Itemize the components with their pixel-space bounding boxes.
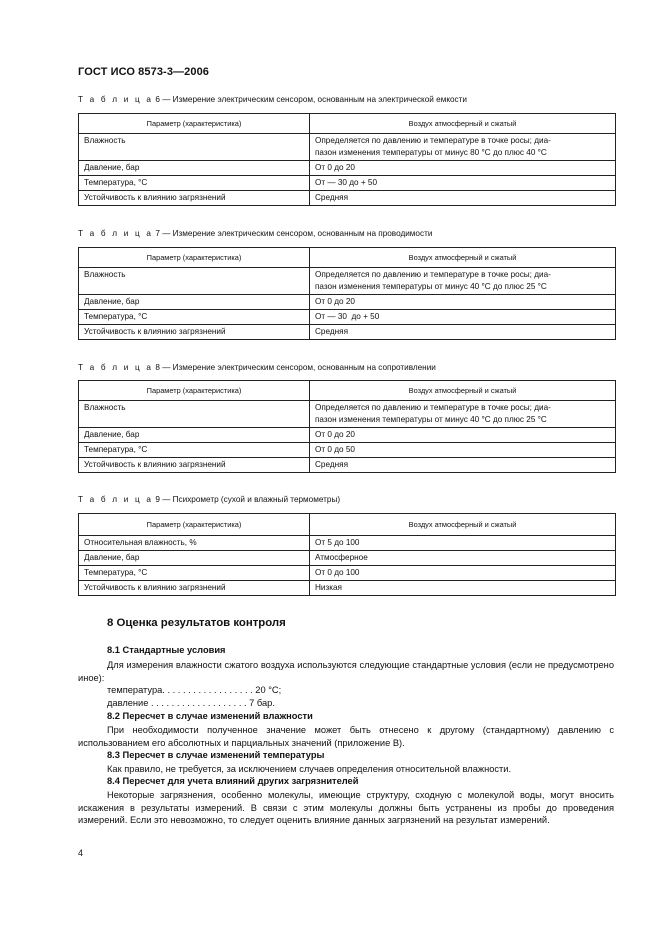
table-row [79,268,616,295]
condition-temperature: температура. . . . . . . . . . . . . . . . . . 20 °С; [107,685,282,695]
table-caption-text: 8 — Измерение электрическим сенсором, основанным на сопротивлении [153,363,436,372]
column-header: Воздух атмосферный и сжатый [310,114,616,134]
table-7 [78,247,616,340]
table-row [79,176,616,191]
table-row [79,191,616,206]
paragraph-8-4 [78,789,614,827]
column-header: Параметр (характеристика) [79,114,310,134]
section-8-heading: 8 Оценка результатов контроля [107,617,286,629]
table-cell: Относительная влажность, % [79,536,310,551]
table-cell: Устойчивость к влиянию загрязнений [79,191,310,206]
table-9 [78,513,616,596]
page-number: 4 [78,848,84,858]
table-row [79,428,616,443]
table-6 [78,113,616,206]
table-row [79,325,616,340]
subsection-8-2-heading: 8.2 Пересчет в случае изменений влажности [107,711,313,721]
table-cell: От — 30 до + 50 [310,310,616,325]
table-caption-text: 7 — Измерение электрическим сенсором, основанным на проводимости [153,229,433,238]
table-row [79,161,616,176]
table-cell: Средняя [310,458,616,473]
table-header-row [79,248,616,268]
table-8-caption [78,363,436,372]
table-8 [78,380,616,473]
table-row [79,443,616,458]
table-cell: Давление, бар [79,551,310,566]
condition-pressure: давление . . . . . . . . . . . . . . . . . . . 7 бар. [107,698,275,708]
table-cell [310,268,616,295]
paragraph-8-3 [78,763,614,776]
table-cell: От 0 до 20 [310,161,616,176]
table-caption-prefix: Т а б л и ц а [78,363,154,372]
table-cell: Температура, °С [79,176,310,191]
table-cell: Влажность [79,401,310,428]
cell-line: пазон изменения температуры от минус 40 °С до плюс 25 °С [315,282,547,291]
table-cell: Атмосферное [310,551,616,566]
table-cell [310,401,616,428]
table-cell: От — 30 до + 50 [310,176,616,191]
table-header-row [79,114,616,134]
table-cell: От 0 до 50 [310,443,616,458]
table-6-caption [78,95,467,104]
cell-line: пазон изменения температуры от минус 80 °С до плюс 40 °С [315,148,547,157]
column-header: Воздух атмосферный и сжатый [310,381,616,401]
document-code: ГОСТ ИСО 8573-3—2006 [78,66,210,78]
column-header: Воздух атмосферный и сжатый [310,248,616,268]
table-cell: От 5 до 100 [310,536,616,551]
table-cell [310,134,616,161]
column-header: Параметр (характеристика) [79,248,310,268]
paragraph-text: Некоторые загрязнения, особенно молекулы, имеющие структуру, сходную с молекулой воды, могут вносить искажения в результаты измерений. В связи с этим молекулы должны быть устранены из пробы до проведения измерений. Если это невозможно, то следует оценить влияние данных загрязнений на результат измерений. [78,790,614,826]
table-cell: Давление, бар [79,295,310,310]
paragraph-text: При необходимости полученное значение может быть отнесено к другому (стандартному) давлению с использованием его абсолютных и парциальных значений (приложение В). [78,725,614,748]
table-cell: От 0 до 100 [310,566,616,581]
table-row [79,581,616,596]
table-cell: Давление, бар [79,161,310,176]
subsection-8-4-heading: 8.4 Пересчет для учета влияний других загрязнителей [107,776,359,786]
column-header: Воздух атмосферный и сжатый [310,514,616,536]
table-cell: Средняя [310,191,616,206]
table-row [79,536,616,551]
column-header: Параметр (характеристика) [79,381,310,401]
paragraph-8-2 [78,724,614,749]
table-cell: Влажность [79,134,310,161]
table-cell: Влажность [79,268,310,295]
table-cell: Температура, °С [79,443,310,458]
subsection-8-3-heading: 8.3 Пересчет в случае изменений температуры [107,750,325,760]
cell-line: Определяется по давлению и температуре в точке росы; диа- [315,270,551,279]
table-header-row [79,514,616,536]
cell-line: Определяется по давлению и температуре в точке росы; диа- [315,136,551,145]
table-cell: Температура, °С [79,310,310,325]
table-cell: Давление, бар [79,428,310,443]
table-header-row [79,381,616,401]
paragraph-text: Как правило, не требуется, за исключением случаев определения относительной влажности. [107,764,512,774]
table-row [79,458,616,473]
table-caption-prefix: Т а б л и ц а [78,95,154,104]
subsection-8-1-heading: 8.1 Стандартные условия [107,645,226,655]
table-caption-prefix: Т а б л и ц а [78,229,154,238]
paragraph-text: Для измерения влажности сжатого воздуха используются следующие стандартные условия (если не предусмотрено иное): [78,660,614,683]
table-row [79,401,616,428]
table-cell: Температура, °С [79,566,310,581]
table-7-caption [78,229,432,238]
column-header: Параметр (характеристика) [79,514,310,536]
table-row [79,566,616,581]
table-caption-prefix: Т а б л и ц а [78,495,154,504]
table-cell: Устойчивость к влиянию загрязнений [79,581,310,596]
cell-line: Определяется по давлению и температуре в точке росы; диа- [315,403,551,412]
cell-line: пазон изменения температуры от минус 40 °С до плюс 25 °С [315,415,547,424]
table-row [79,310,616,325]
table-row [79,134,616,161]
table-caption-text: 9 — Психрометр (сухой и влажный термометры) [153,495,341,504]
table-row [79,295,616,310]
paragraph-8-1 [78,659,614,684]
table-row [79,551,616,566]
table-cell: Устойчивость к влиянию загрязнений [79,458,310,473]
table-cell: От 0 до 20 [310,295,616,310]
table-cell: От 0 до 20 [310,428,616,443]
table-caption-text: 6 — Измерение электрическим сенсором, основанным на электрической емкости [153,95,467,104]
table-cell: Устойчивость к влиянию загрязнений [79,325,310,340]
table-cell: Средняя [310,325,616,340]
table-9-caption [78,495,340,504]
table-cell: Низкая [310,581,616,596]
